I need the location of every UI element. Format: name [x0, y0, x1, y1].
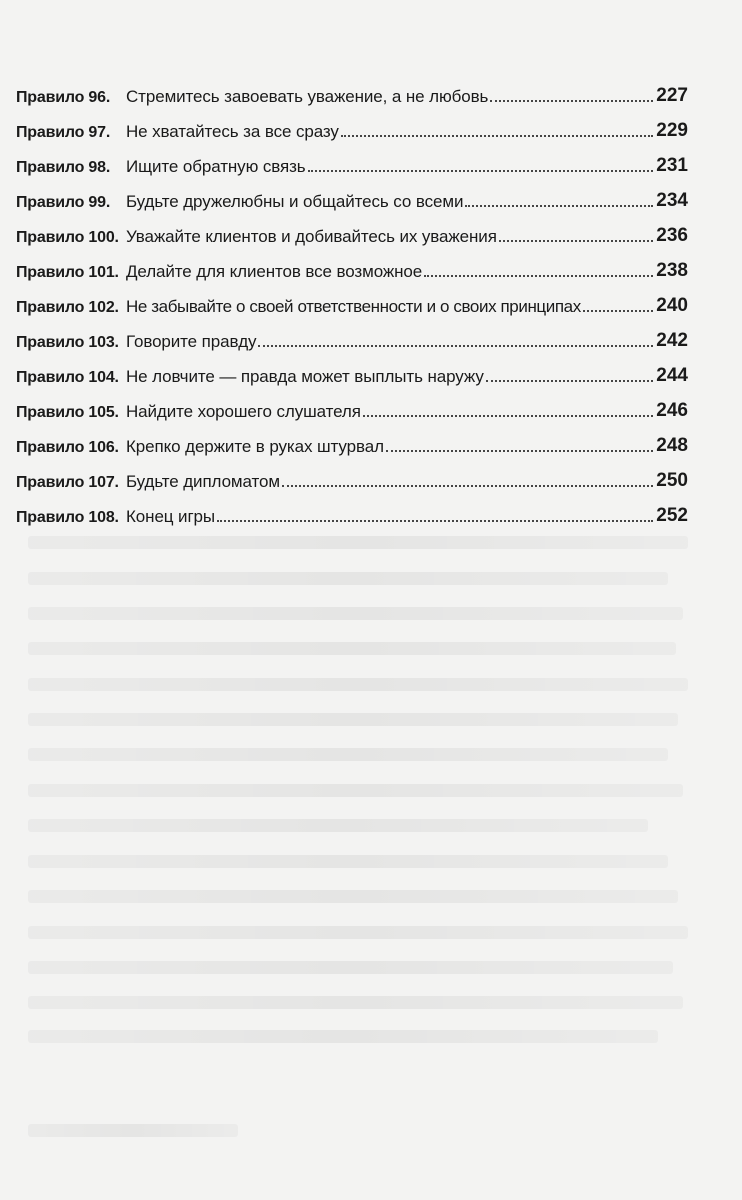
rule-title: Не забывайте о своей ответственности и о своих принципах — [126, 297, 581, 316]
rule-number: Правило 97. — [16, 124, 111, 141]
toc-entry-rule-108[interactable] — [16, 497, 688, 527]
page-number: 229 — [656, 120, 688, 141]
rule-title: Уважайте клиентов и добивайтесь их уважения — [126, 227, 497, 246]
rule-number: Правило 106. — [16, 439, 119, 456]
page-number: 246 — [656, 400, 688, 421]
page-number: 250 — [656, 470, 688, 491]
page-number: 240 — [656, 295, 688, 316]
dot-leader — [363, 414, 653, 417]
rule-number: Правило 100. — [16, 229, 119, 246]
rule-number: Правило 101. — [16, 264, 119, 281]
dot-leader — [465, 204, 653, 207]
rule-title: Найдите хорошего слушателя — [126, 402, 361, 421]
rule-title: Конец игры — [126, 507, 216, 526]
rule-title: Делайте для клиентов все возможное — [126, 262, 423, 281]
page-number: 231 — [656, 155, 688, 176]
rule-title: Будьте дружелюбны и общайтесь со всеми — [126, 192, 464, 211]
page-number: 238 — [656, 260, 688, 281]
rule-title: Будьте дипломатом — [126, 472, 280, 491]
rule-title: Крепко держите в руках штурвал — [126, 437, 384, 456]
toc-entry-rule-101[interactable] — [16, 252, 688, 282]
rule-title: Стремитесь завоевать уважение, а не любовь — [126, 87, 489, 106]
page-number: 242 — [656, 330, 688, 351]
dot-leader — [341, 134, 654, 137]
rule-number: Правило 105. — [16, 404, 119, 421]
page-number: 252 — [656, 505, 688, 526]
toc-entry-rule-103[interactable] — [16, 322, 688, 352]
dot-leader — [282, 484, 653, 487]
page-number: 236 — [656, 225, 688, 246]
dot-leader — [486, 379, 654, 382]
toc-entry-rule-107[interactable] — [16, 462, 688, 492]
rule-number: Правило 102. — [16, 299, 119, 316]
toc-entry-rule-97[interactable] — [16, 112, 688, 142]
toc-entry-rule-104[interactable] — [16, 357, 688, 387]
rule-title: Говорите правду — [126, 332, 257, 351]
dot-leader — [490, 99, 653, 102]
toc-entry-rule-96[interactable] — [16, 77, 688, 107]
toc-entry-rule-99[interactable] — [16, 182, 688, 212]
rule-number: Правило 98. — [16, 159, 111, 176]
dot-leader — [386, 449, 653, 452]
page-number: 227 — [656, 85, 688, 106]
dot-leader — [217, 519, 653, 522]
dot-leader — [308, 169, 654, 172]
dot-leader — [499, 239, 653, 242]
toc-entry-rule-106[interactable] — [16, 427, 688, 457]
dot-leader — [583, 309, 653, 312]
rule-title: Не хватайтесь за все сразу — [126, 122, 339, 141]
toc-entry-rule-98[interactable] — [16, 147, 688, 177]
rule-number: Правило 104. — [16, 369, 119, 386]
rule-number: Правило 96. — [16, 89, 111, 106]
page-number: 248 — [656, 435, 688, 456]
rule-number: Правило 103. — [16, 334, 119, 351]
rule-number: Правило 107. — [16, 474, 119, 491]
toc-entry-rule-100[interactable] — [16, 217, 688, 247]
toc-entry-rule-105[interactable] — [16, 392, 688, 422]
rule-title: Не ловчите — правда может выплыть наружу — [126, 367, 484, 386]
dot-leader — [258, 344, 653, 347]
page-number: 244 — [656, 365, 688, 386]
toc-entry-rule-102[interactable] — [16, 287, 688, 317]
rule-number: Правило 99. — [16, 194, 111, 211]
rule-number: Правило 108. — [16, 509, 119, 526]
dot-leader — [424, 274, 653, 277]
page-number: 234 — [656, 190, 688, 211]
rule-title: Ищите обратную связь — [126, 157, 306, 176]
